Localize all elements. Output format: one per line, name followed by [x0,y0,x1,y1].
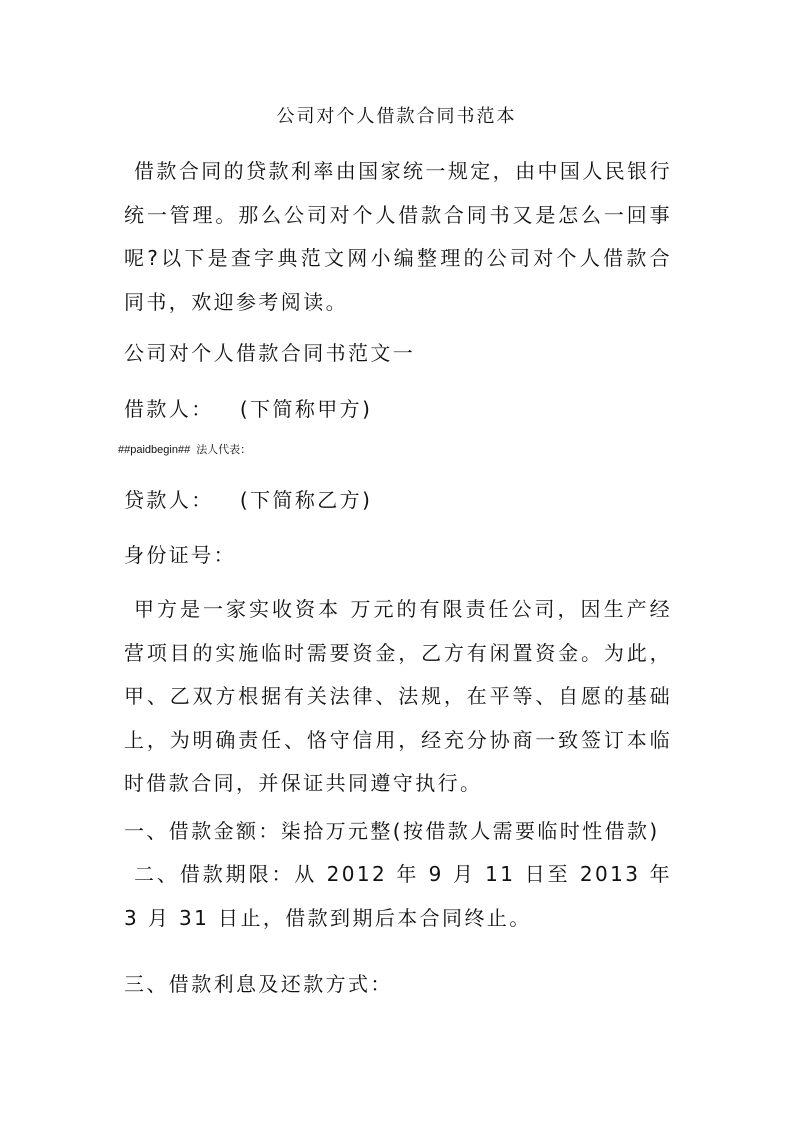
section-heading: 公司对个人借款合同书范文一 [124,341,416,365]
intro-paragraph: 借款合同的贷款利率由国家统一规定，由中国人民银行统一管理。那么公司对个人借款合同书又是怎么一回事呢?以下是查字典范文网小编整理的公司对个人借款合同书，欢迎参考阅读。 [124,159,672,314]
clause-interest-repayment: 三、借款利息及还款方式： [124,972,393,996]
clause-loan-amount: 一、借款金额：柒拾万元整(按借款人需要临时性借款) [124,819,660,843]
paid-marker-line [118,442,251,458]
clause-loan-term: 二、借款期限：从 2012 年 9 月 11 日至 2013 年 3 月 31 日止，借款到期后本合同终止。 [124,862,672,930]
paid-begin-marker: ##paidbegin## [118,444,191,456]
lender-line: 贷款人： (下简称乙方) [124,488,373,512]
document-title: 公司对个人借款合同书范本 [276,106,517,127]
body-paragraph: 甲方是一家实收资本 万元的有限责任公司，因生产经营项目的实施临时需要资金，乙方有闲置资金。为此，甲、乙双方根据有关法律、法规，在平等、自愿的基础上，为明确责任、恪守信用，经充分协商一致签订本临时借款合同，并保证共同遵守执行。 [124,597,672,795]
id-number-line: 身份证号： [124,543,236,567]
legal-rep-label: 法人代表： [196,443,252,456]
borrower-line: 借款人： (下简称甲方) [124,397,373,421]
